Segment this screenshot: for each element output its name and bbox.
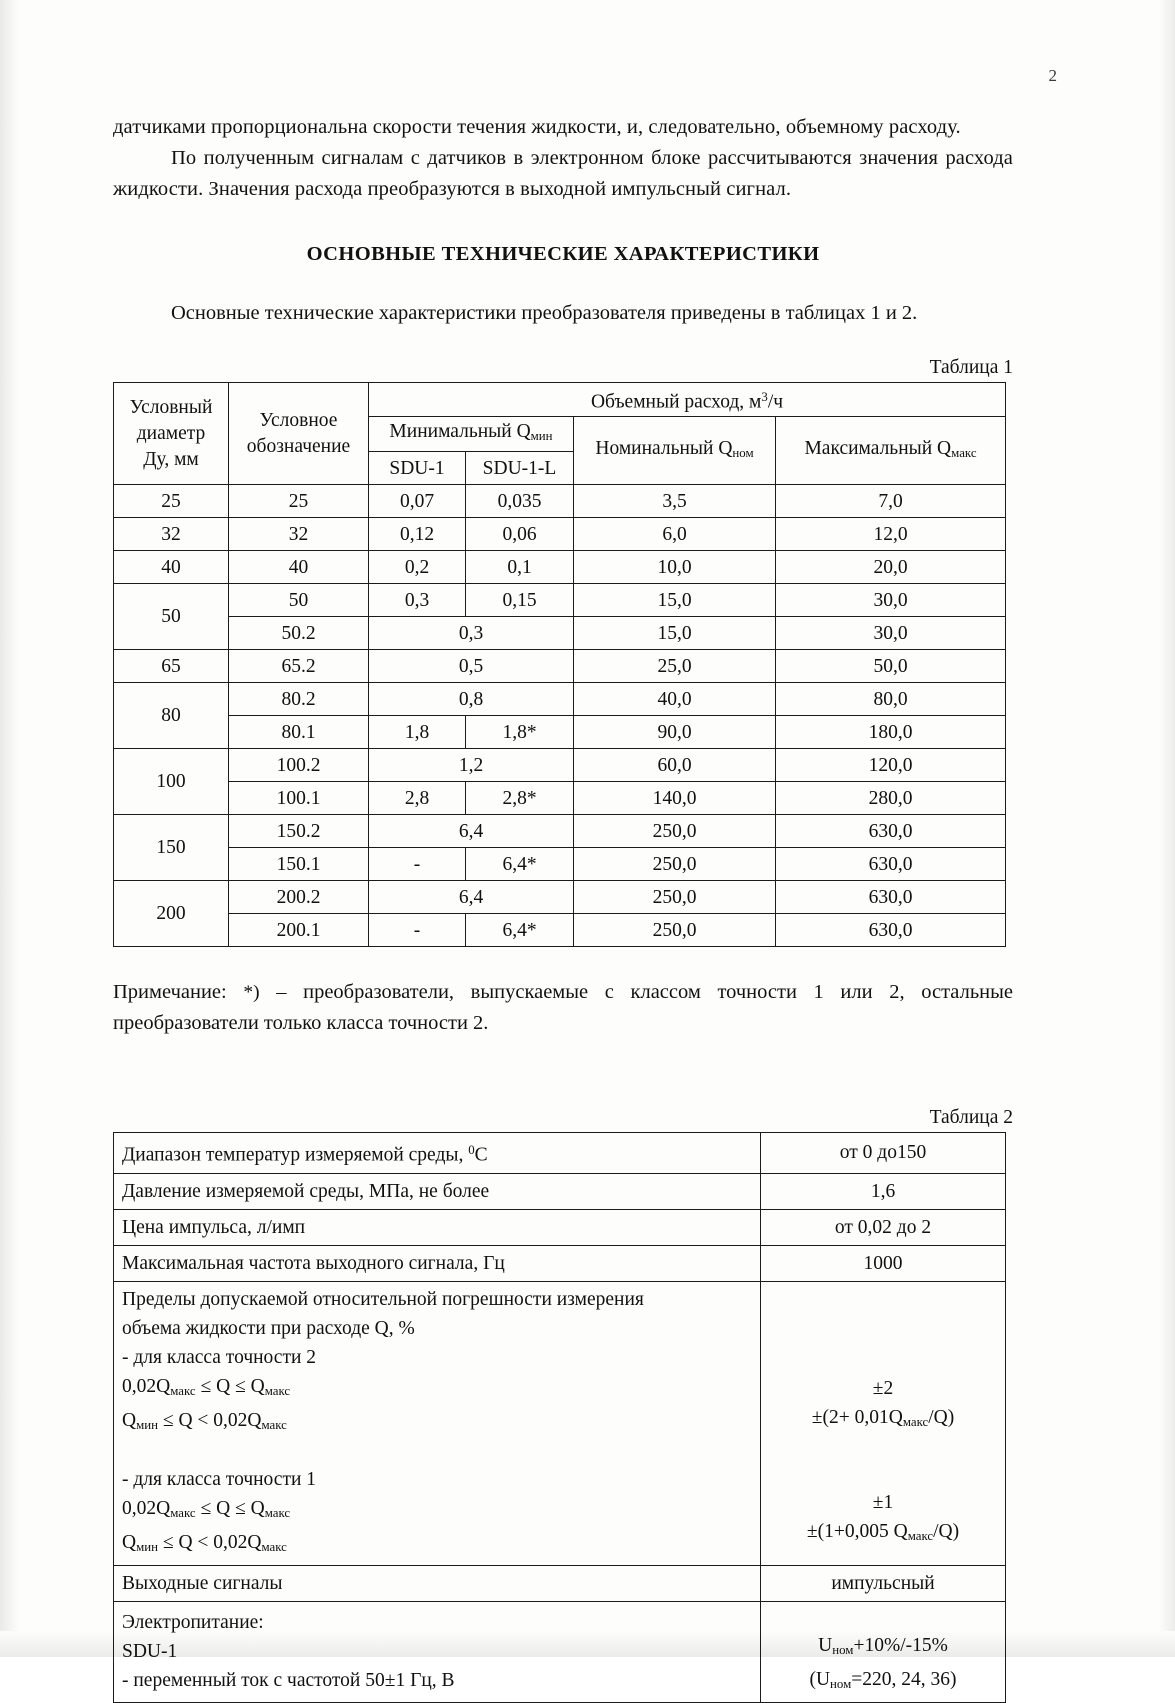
table-row [114, 716, 1006, 749]
cell-designation: 50.2 [229, 617, 369, 650]
cell-max-flow: 12,0 [776, 518, 1006, 551]
table1-label: Таблица 1 [929, 357, 1013, 378]
cell-designation: 25 [229, 485, 369, 518]
accuracy-line-5-a-sub: мин [136, 1417, 158, 1432]
accuracy-line-7-b: ≤ Q ≤ Q [195, 1498, 265, 1520]
table-row [114, 617, 1006, 650]
th-nominal-flow-text: Номинальный Q [595, 437, 733, 459]
power-value-1-sub: ном [832, 1642, 854, 1657]
cell-nominal-flow: 15,0 [574, 617, 776, 650]
accuracy-line-4-b: ≤ Q ≤ Q [195, 1375, 265, 1397]
accuracy-line-4-b-sub: макс [264, 1383, 291, 1398]
th-designation-l2: обозначение [246, 435, 351, 457]
page-content [113, 112, 1013, 1703]
power-line-1: Электропитание: [122, 1612, 264, 1634]
accuracy-value-class1-range2-pre: ±(1+0,005 Q [806, 1521, 908, 1543]
table1-note [113, 977, 1013, 1039]
cell-min-flow-sdu1l: 2,8* [466, 782, 574, 815]
accuracy-value-class1-range1: ±1 [872, 1492, 894, 1514]
cell-nominal-flow: 60,0 [574, 749, 776, 782]
tables-leadin: Основные технические характеристики преобразователя приведены в таблицах 1 и 2. [171, 302, 918, 324]
table-row [114, 551, 1006, 584]
th-nominal-diameter [114, 383, 229, 485]
accuracy-value-class2-range2-pre: ±(2+ 0,01Q [811, 1406, 903, 1428]
cell-min-flow-sdu1l: 1,8* [466, 716, 574, 749]
cell-nominal-flow: 250,0 [574, 848, 776, 881]
th-nominal-diameter-l3: Ду, мм [143, 448, 199, 470]
table2-body [114, 1133, 1006, 1702]
th-nominal-flow-sub: ном [732, 445, 754, 460]
cell-min-flow-merged: 6,4 [369, 881, 574, 914]
th-volume-flow-tail: /ч [767, 391, 784, 413]
accuracy-line-8 [122, 1528, 752, 1562]
accuracy-line-8-a: Q [122, 1532, 137, 1554]
cell-nominal-flow: 10,0 [574, 551, 776, 584]
note-lead: Примечание: [113, 981, 227, 1004]
table-row [114, 683, 1006, 716]
power-value-1 [767, 1631, 999, 1665]
cell-min-flow-sdu1: 1,8 [369, 716, 466, 749]
th-nominal-flow [574, 417, 776, 485]
t2-param-output-signals: Выходные сигналы [114, 1565, 761, 1601]
accuracy-value-class2-range2-post: /Q) [928, 1406, 955, 1428]
cell-nominal-flow: 250,0 [574, 815, 776, 848]
power-value-2-post: =220, 24, 36) [851, 1668, 957, 1690]
cell-designation: 150.2 [229, 815, 369, 848]
cell-nominal-diameter: 65 [114, 650, 229, 683]
t2-value-pulse-weight: от 0,02 до 2 [761, 1209, 1006, 1245]
cell-min-flow-sdu1: 0,3 [369, 584, 466, 617]
cell-nominal-diameter: 150 [114, 815, 229, 881]
cell-min-flow-merged: 0,8 [369, 683, 574, 716]
cell-max-flow: 80,0 [776, 683, 1006, 716]
table1-head-row-1 [114, 383, 1006, 417]
cell-nominal-flow: 15,0 [574, 584, 776, 617]
table-row [114, 1209, 1006, 1245]
scan-edge-right [1159, 0, 1175, 1657]
table-row [114, 1565, 1006, 1601]
t2-param-accuracy-limits [114, 1281, 761, 1565]
accuracy-value-class1-range2 [767, 1517, 999, 1551]
power-val-pad [767, 1605, 999, 1631]
cell-min-flow-sdu1: 0,2 [369, 551, 466, 584]
table-row-accuracy [114, 1281, 1006, 1565]
accuracy-line-7-b-sub: макс [264, 1506, 291, 1521]
accuracy-val-pad-2 [767, 1322, 999, 1348]
t2-value-output-signals: импульсный [761, 1565, 1006, 1601]
th-min-flow [369, 417, 574, 452]
accuracy-line-5-b-sub: макс [261, 1417, 287, 1432]
th-min-flow-text: Минимальный Q [389, 421, 531, 443]
cell-min-flow-sdu1: - [369, 914, 466, 947]
cell-designation: 200.2 [229, 881, 369, 914]
paragraph-1: датчиками пропорциональна скорости течения жидкости, и, следовательно, объемному расходу. [113, 116, 961, 138]
table-row [114, 782, 1006, 815]
table-row-power [114, 1601, 1006, 1702]
cell-max-flow: 30,0 [776, 617, 1006, 650]
section-heading: ОСНОВНЫЕ ТЕХНИЧЕСКИЕ ХАРАКТЕРИСТИКИ [306, 243, 820, 265]
accuracy-line-8-b: ≤ Q < 0,02Q [158, 1532, 262, 1554]
cell-nominal-diameter: 40 [114, 551, 229, 584]
accuracy-line-8-b-sub: макс [261, 1539, 287, 1554]
table-specifications-1 [113, 382, 1006, 947]
cell-max-flow: 7,0 [776, 485, 1006, 518]
cell-designation: 40 [229, 551, 369, 584]
th-nominal-diameter-l1: Условный [129, 396, 213, 418]
cell-nominal-flow: 40,0 [574, 683, 776, 716]
table-row [114, 518, 1006, 551]
cell-nominal-flow: 6,0 [574, 518, 776, 551]
th-max-flow-sub: макс [951, 445, 977, 460]
cell-min-flow-sdu1l: 0,1 [466, 551, 574, 584]
accuracy-line-2: объема жидкости при расходе Q, % [122, 1317, 415, 1339]
t2-value-temperature-range: от 0 до150 [761, 1133, 1006, 1173]
accuracy-line-5 [122, 1406, 752, 1440]
accuracy-val-pad-4 [767, 1436, 999, 1462]
th-volume-flow-sup: 3 [761, 390, 768, 404]
note-text: – преобразователи, выпускаемые с классом точности 1 или 2, остальные преобразователи только класса точности 2. [113, 981, 1014, 1035]
cell-min-flow-sdu1: - [369, 848, 466, 881]
table-row [114, 815, 1006, 848]
note-marker-text: *) [243, 982, 260, 1004]
power-value-1-pre: U [818, 1634, 833, 1656]
table-row [114, 881, 1006, 914]
accuracy-value-class1-range2-sub: макс [907, 1529, 934, 1544]
cell-nominal-flow: 250,0 [574, 881, 776, 914]
cell-designation: 100.2 [229, 749, 369, 782]
accuracy-value-class2-range2 [767, 1403, 999, 1437]
power-value-1-post: +10%/-15% [853, 1634, 948, 1656]
accuracy-line-7-a: 0,02Q [122, 1498, 171, 1520]
cell-nominal-diameter: 100 [114, 749, 229, 815]
accuracy-line-4-a: 0,02Q [122, 1375, 171, 1397]
cell-nominal-diameter: 25 [114, 485, 229, 518]
accuracy-line-1: Пределы допускаемой относительной погрешности измерения [122, 1288, 644, 1310]
power-line-2: SDU-1 [122, 1641, 178, 1663]
t2-param-temperature-sup: 0 [468, 1143, 475, 1158]
table-specifications-2 [113, 1132, 1006, 1702]
cell-min-flow-sdu1: 0,12 [369, 518, 466, 551]
cell-max-flow: 120,0 [776, 749, 1006, 782]
cell-min-flow-sdu1: 0,07 [369, 485, 466, 518]
th-max-flow-text: Максимальный Q [804, 437, 952, 459]
cell-max-flow: 20,0 [776, 551, 1006, 584]
accuracy-line-6: - для класса точности 1 [122, 1469, 317, 1491]
th-volume-flow-group [369, 383, 1006, 417]
cell-min-flow-sdu1: 2,8 [369, 782, 466, 815]
th-model-sdu1l: SDU-1-L [466, 452, 574, 485]
t2-param-temperature-tail: С [474, 1144, 488, 1166]
accuracy-line-3: - для класса точности 2 [122, 1346, 317, 1368]
power-value-2-pre: (U [809, 1668, 831, 1690]
accuracy-line-7-a-sub: макс [170, 1506, 196, 1521]
cell-max-flow: 30,0 [776, 584, 1006, 617]
cell-max-flow: 280,0 [776, 782, 1006, 815]
table-row [114, 584, 1006, 617]
table-row [114, 914, 1006, 947]
cell-nominal-flow: 250,0 [574, 914, 776, 947]
cell-min-flow-sdu1l: 0,035 [466, 485, 574, 518]
cell-nominal-diameter: 200 [114, 881, 229, 947]
cell-designation: 80.2 [229, 683, 369, 716]
accuracy-line-4 [122, 1372, 752, 1406]
cell-designation: 80.1 [229, 716, 369, 749]
t2-value-power-supply [761, 1601, 1006, 1702]
cell-nominal-flow: 3,5 [574, 485, 776, 518]
table2-label: Таблица 2 [929, 1107, 1013, 1129]
th-max-flow [776, 417, 1006, 485]
th-designation [229, 383, 369, 485]
cell-min-flow-merged: 6,4 [369, 815, 574, 848]
table-row [114, 848, 1006, 881]
table-row [114, 650, 1006, 683]
t2-param-temperature-range [114, 1133, 761, 1173]
accuracy-line-8-a-sub: мин [136, 1539, 158, 1554]
accuracy-blank-line [122, 1439, 752, 1465]
table1-head [114, 383, 1006, 485]
accuracy-line-7 [122, 1494, 752, 1528]
cell-nominal-diameter: 80 [114, 683, 229, 749]
t2-param-power-supply [114, 1601, 761, 1702]
cell-designation: 32 [229, 518, 369, 551]
accuracy-value-class1-range2-post: /Q) [933, 1521, 960, 1543]
cell-designation: 200.1 [229, 914, 369, 947]
table-row [114, 1173, 1006, 1209]
cell-min-flow-sdu1l: 0,06 [466, 518, 574, 551]
cell-min-flow-sdu1l: 0,15 [466, 584, 574, 617]
accuracy-value-class2-range2-sub: макс [902, 1414, 929, 1429]
accuracy-value-class2-range1: ±2 [872, 1377, 894, 1399]
accuracy-val-pad-1 [767, 1296, 999, 1322]
accuracy-line-5-a: Q [122, 1409, 137, 1431]
accuracy-val-pad-5 [767, 1462, 999, 1488]
cell-nominal-flow: 90,0 [574, 716, 776, 749]
cell-max-flow: 630,0 [776, 881, 1006, 914]
cell-designation: 65.2 [229, 650, 369, 683]
note-marker [243, 982, 259, 1003]
th-designation-l1: Условное [259, 409, 338, 431]
cell-max-flow: 630,0 [776, 914, 1006, 947]
cell-min-flow-sdu1l: 6,4* [466, 914, 574, 947]
cell-nominal-diameter: 50 [114, 584, 229, 650]
cell-min-flow-merged: 0,5 [369, 650, 574, 683]
table2-gap [113, 1039, 1013, 1079]
cell-designation: 150.1 [229, 848, 369, 881]
power-value-2-sub: ном [830, 1676, 852, 1691]
table-row [114, 485, 1006, 518]
cell-designation: 100.1 [229, 782, 369, 815]
cell-min-flow-merged: 1,2 [369, 749, 574, 782]
power-line-3: - переменный ток с частотой 50±1 Гц, В [122, 1670, 455, 1692]
t2-param-temperature-range-text: Диапазон температур измеряемой среды, [122, 1144, 469, 1166]
th-model-sdu1: SDU-1 [369, 452, 466, 485]
th-min-flow-sub: мин [530, 429, 553, 444]
cell-nominal-diameter: 32 [114, 518, 229, 551]
t2-param-pressure: Давление измеряемой среды, МПа, не более [114, 1173, 761, 1209]
cell-designation: 50 [229, 584, 369, 617]
t2-value-pressure: 1,6 [761, 1173, 1006, 1209]
cell-min-flow-merged: 0,3 [369, 617, 574, 650]
t2-param-pulse-weight: Цена импульса, л/имп [114, 1209, 761, 1245]
cell-max-flow: 180,0 [776, 716, 1006, 749]
table-row [114, 1133, 1006, 1173]
table-row [114, 1245, 1006, 1281]
table1-body [114, 485, 1006, 947]
page-number: 2 [1048, 66, 1057, 85]
power-value-2 [767, 1665, 999, 1699]
t2-param-max-frequency: Максимальная частота выходного сигнала, Гц [114, 1245, 761, 1281]
t2-value-accuracy-limits [761, 1281, 1006, 1565]
cell-max-flow: 50,0 [776, 650, 1006, 683]
th-nominal-diameter-l2: диаметр [136, 422, 206, 444]
cell-max-flow: 630,0 [776, 848, 1006, 881]
t2-value-max-frequency: 1000 [761, 1245, 1006, 1281]
cell-min-flow-sdu1l: 6,4* [466, 848, 574, 881]
cell-nominal-flow: 25,0 [574, 650, 776, 683]
accuracy-line-5-b: ≤ Q < 0,02Q [158, 1409, 262, 1431]
table-row [114, 749, 1006, 782]
accuracy-line-4-a-sub: макс [170, 1383, 196, 1398]
scan-edge-left [0, 0, 18, 1657]
cell-nominal-flow: 140,0 [574, 782, 776, 815]
cell-max-flow: 630,0 [776, 815, 1006, 848]
accuracy-val-pad-3 [767, 1348, 999, 1374]
th-volume-flow-text: Объемный расход, м [590, 391, 762, 413]
paragraph-2: По полученным сигналам с датчиков в электронном блоке рассчитываются значения расхода жидкости. Значения расхода преобразуются в выходной импульсный сигнал. [113, 147, 1013, 200]
